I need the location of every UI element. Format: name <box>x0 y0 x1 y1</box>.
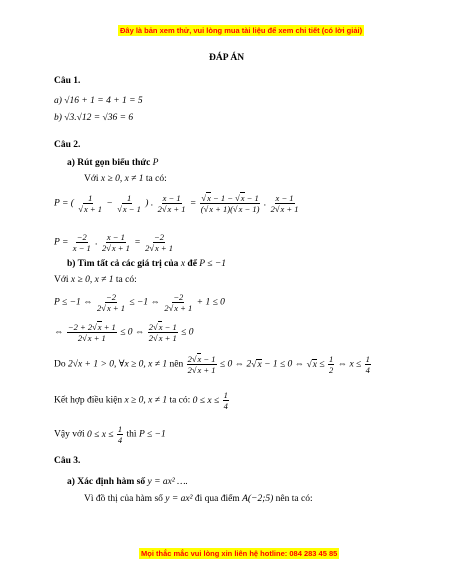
q2-part-a-var: P <box>152 158 159 168</box>
q2-b-combine-suffix: ta có: <box>169 395 191 406</box>
q2-b-combine: Kết hợp điều kiện x ≥ 0, x ≠ 1 ta có: 0 ≤ x ≤ $\frac{1}{4}$ <box>54 390 228 411</box>
question-1-line-a: a) √16 + 1 = 4 + 1 = 5 <box>54 96 143 106</box>
q2-part-b-title <box>67 259 226 269</box>
page-title: ĐÁP ÁN <box>209 53 245 63</box>
q2-b-conclusion: Vậy với 0 ≤ x ≤ $\frac{1}{4}$ thì P ≤ −1 <box>54 424 166 445</box>
q3-a-line1-suffix: nên ta có: <box>275 494 313 504</box>
q2-a-expression-2: P = $\frac{-2}{x - 1}$ . $\frac{x - 1}{2√ x + 1}$ = $\frac{-2}{2√ x + 1}$ <box>54 232 175 253</box>
q2-a-expression-1: P = ( 1 √ x + 1 − 1 √ x − 1 ) . $\frac{x - 1}{2√ x + 1}$ = √ $\frac{x - 1 - √ x - 1}{(√ x + 1)(√ x - 1)}$ . $\frac{x - 1}{2√ x + 1}$ <box>54 193 301 214</box>
q2-part-b-de: để <box>187 259 197 269</box>
q2-a-cond: x ≥ 0, x ≠ 1 <box>100 174 144 184</box>
q2-b-condition <box>54 275 137 285</box>
q2-part-a-title <box>67 158 158 168</box>
q2-b-do: Do <box>54 359 66 370</box>
q2-b-step-1: P ≤ −1 ⇔ $\frac{-2}{2√ x + 1}$ ≤ −1 ⇔ $\frac{-2}{2√ x + 1}$ + 1 ≤ 0 <box>54 292 225 313</box>
q3-a-line1-func: y = ax² <box>165 494 193 504</box>
preview-notice-banner: Đây là bản xem thử, vui lòng mua tài liệu để xem chi tiết (có lời giải) <box>120 26 363 35</box>
q2-b-do-expr: 2√x + 1 > 0, ∀x ≥ 0, x ≠ 1 <box>68 359 168 370</box>
q2-a-cond-suffix: ta có: <box>145 174 167 184</box>
q3-a-line-1 <box>84 494 313 504</box>
hotline-footer-banner: Mọi thắc mắc vui lòng xin liên hệ hotline: 084 283 45 85 <box>141 549 338 558</box>
q3-a-line1-prefix: Vì đồ thị của hàm số <box>84 494 163 504</box>
question-1-heading: Câu 1. <box>54 76 81 86</box>
q2-b-cond: x ≥ 0, x ≠ 1 <box>70 275 114 285</box>
q3-a-line1-point: A(−2;5) <box>242 494 274 504</box>
q2-part-b-var: x <box>180 259 186 269</box>
q2-part-b-ineq: P ≤ −1 <box>199 259 227 269</box>
question-1-line-b: b) √3.√12 = √36 = 6 <box>54 113 134 123</box>
q2-b-final-prefix: Vậy với <box>54 429 85 440</box>
q2-b-final-ineq: P ≤ −1 <box>138 429 166 440</box>
q2-b-final-thi: thì <box>126 429 137 440</box>
q2-a-condition <box>84 174 167 184</box>
q3-a-line1-mid: đi qua điểm <box>194 494 240 504</box>
q2-part-a-title-text: a) Rút gọn biểu thức <box>67 158 151 168</box>
q3-part-a-title-text: a) Xác định hàm số <box>67 477 146 487</box>
q2-b-cond-prefix: Với <box>54 275 69 285</box>
q3-part-a-func: y = ax² …. <box>147 477 188 487</box>
q2-b-combine-cond: x ≥ 0, x ≠ 1 <box>124 395 168 406</box>
q2-b-nen: nên <box>169 359 184 370</box>
q2-a-cond-prefix: Với <box>84 174 99 184</box>
q2-part-b-title-text: b) Tìm tất cả các giá trị của <box>67 259 179 269</box>
q2-b-cond-suffix: ta có: <box>115 275 137 285</box>
q2-b-step-2: ⇔ $\frac{-2 + 2√ x + 1}{2√ x + 1}$ ≤ 0 ⇔ $\frac{2√ x - 1}{2√ x + 1}$ ≤ 0 <box>54 322 193 343</box>
q2-b-step-3: Do 2√x + 1 > 0, ∀x ≥ 0, x ≠ 1 nên $\frac{2√ x - 1}{2√ x + 1}$ ≤ 0 ⇔ 2√ x − 1 ≤ 0 ⇔ √ x ≤ $\frac{1}{2}$ ⇔ x ≤ $\frac{1}{4}$ <box>54 354 372 375</box>
question-3-heading: Câu 3. <box>54 456 81 466</box>
q2-b-combine-prefix: Kết hợp điều kiện <box>54 395 123 406</box>
question-2-heading: Câu 2. <box>54 140 81 150</box>
q3-part-a-title <box>67 477 188 487</box>
